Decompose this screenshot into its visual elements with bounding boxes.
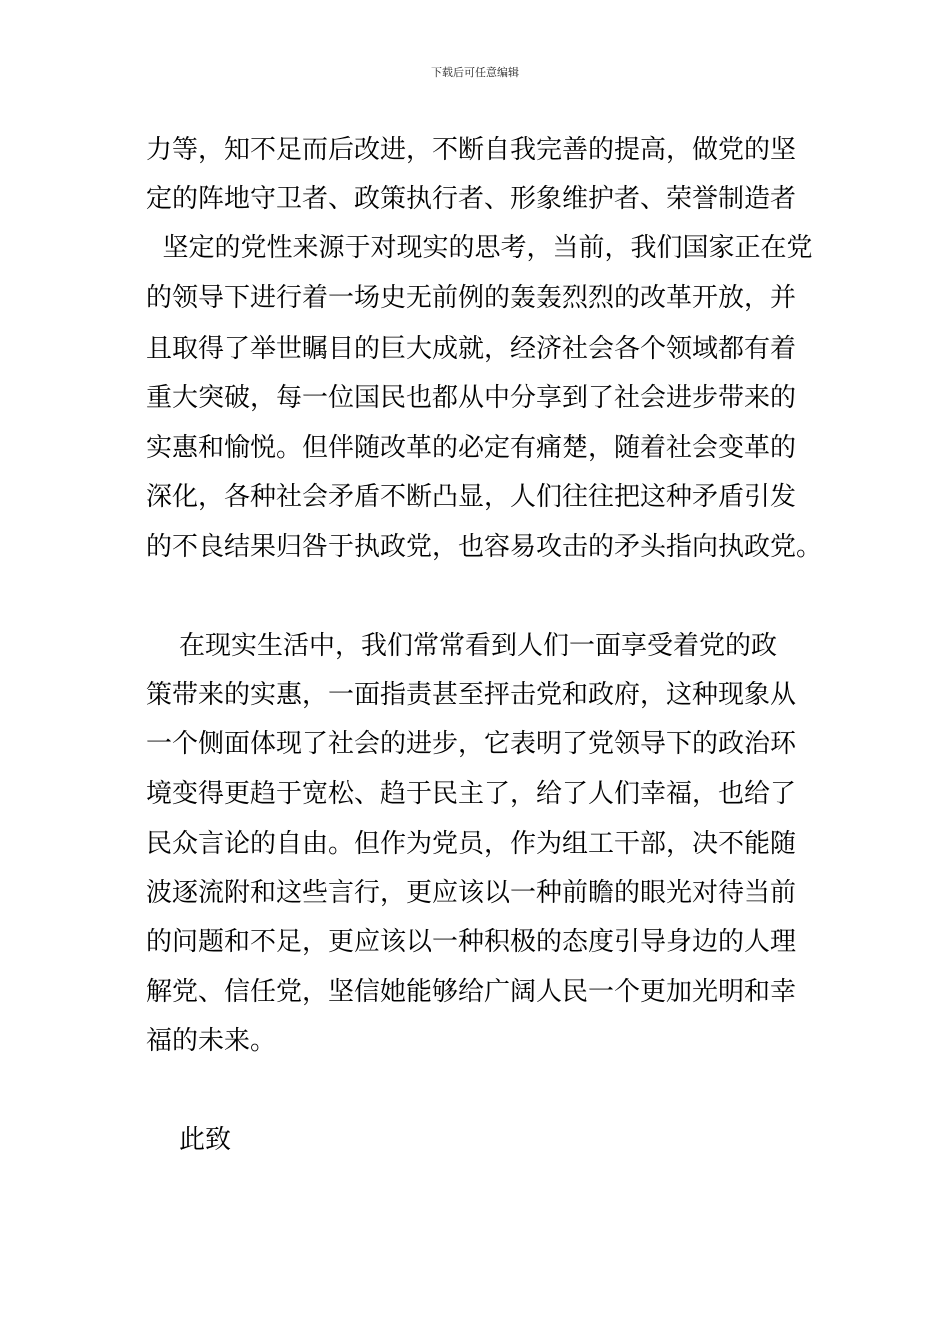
text-line: 的不良结果归咎于执政党，也容易攻击的矛头指向执政党。 <box>146 532 823 562</box>
text-line: 深化，各种社会矛盾不断凸显，人们往往把这种矛盾引发 <box>146 482 797 512</box>
text-line: 重大突破，每一位国民也都从中分享到了社会进步带来的 <box>146 383 797 413</box>
text-line: 实惠和愉悦。但伴随改革的必定有痛楚，随着社会变革的 <box>146 433 797 463</box>
text-line: 力等，知不足而后改进，不断自我完善的提高，做党的坚 <box>146 135 797 165</box>
text-line: 定的阵地守卫者、政策执行者、形象维护者、荣誉制造者 <box>146 184 797 214</box>
text-line: 境变得更趋于宽松、趋于民主了，给了人们幸福，也给了 <box>146 779 797 809</box>
text-line: 解党、信任党，坚信她能够给广阔人民一个更加光明和幸 <box>146 977 797 1007</box>
text-line: 福的未来。 <box>146 1026 277 1056</box>
closing-salutation: 此致 <box>146 1125 232 1155</box>
text-line: 的问题和不足，更应该以一种积极的态度引导身边的人理 <box>146 927 797 957</box>
text-line: 一个侧面体现了社会的进步，它表明了党领导下的政治环 <box>146 729 797 759</box>
text-line: 的领导下进行着一场史无前例的轰轰烈烈的改革开放，并 <box>146 283 797 313</box>
text-line: 在现实生活中，我们常常看到人们一面享受着党的政 <box>146 631 778 661</box>
text-line: 且取得了举世瞩目的巨大成就，经济社会各个领域都有着 <box>146 334 797 364</box>
text-line: 策带来的实惠，一面指责甚至抨击党和政府，这种现象从 <box>146 680 797 710</box>
text-line: 坚定的党性来源于对现实的思考，当前，我们国家正在党 <box>146 233 813 263</box>
header-note: 下载后可任意编辑 <box>431 66 519 79</box>
text-line: 波逐流附和这些言行，更应该以一种前瞻的眼光对待当前 <box>146 878 797 908</box>
text-line: 民众言论的自由。但作为党员，作为组工干部，决不能随 <box>146 829 797 859</box>
